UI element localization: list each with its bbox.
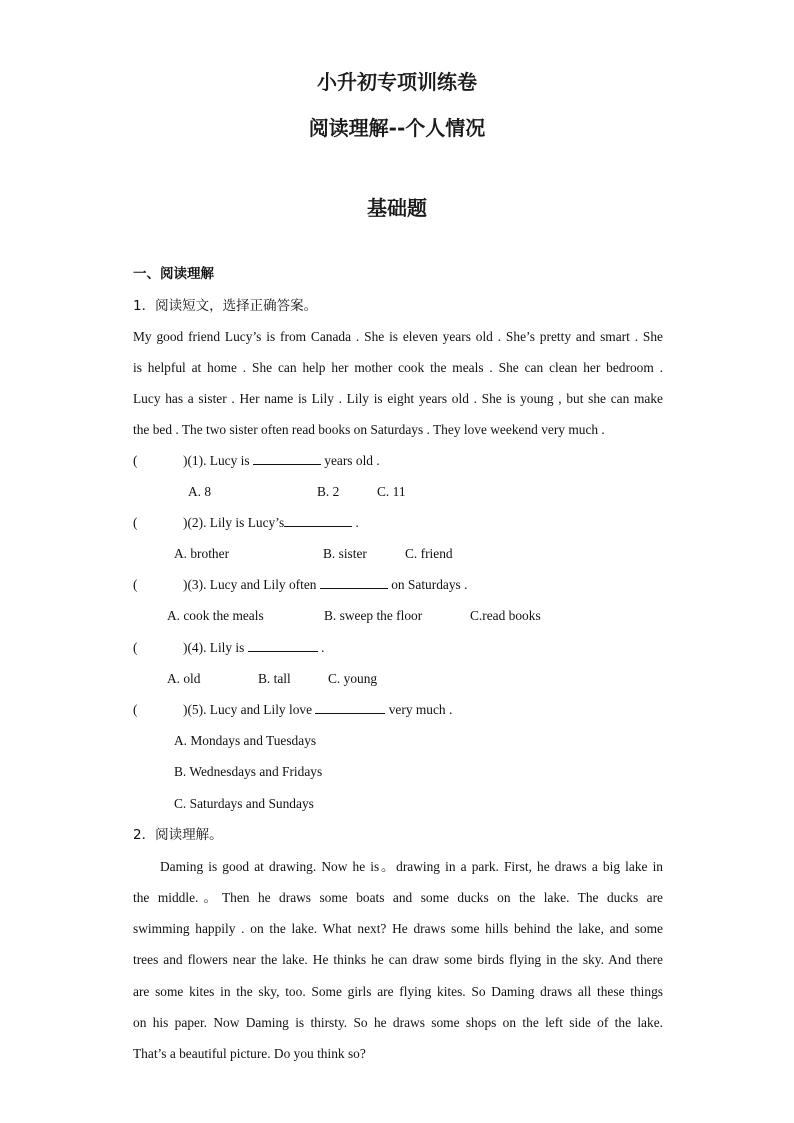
answer-paren-open: ( [133, 577, 138, 592]
answer-blank[interactable] [248, 639, 318, 652]
q2-passage-line: the middle.。Then he draws some boats and some ducks on the lake. The ducks are [133, 890, 663, 905]
q2-passage-line: swimming happily . on the lake. What next? He draws some hills behind the lake, and some [133, 921, 663, 936]
option-a[interactable]: A. old [167, 671, 201, 686]
option-a[interactable]: A. Mondays and Tuesdays [174, 733, 317, 748]
answer-blank[interactable] [284, 514, 352, 527]
document-title: 小升初专项训练卷 [317, 70, 477, 94]
item-stem: )(5). Lucy and Lily love [183, 702, 316, 717]
option-a[interactable]: A. 8 [188, 484, 212, 499]
q1-passage-line: Lucy has a sister . Her name is Lily . Lily is eight years old . She is young , but she can make [133, 391, 663, 406]
answer-paren-open: ( [133, 640, 138, 655]
item-stem-end: very much . [385, 702, 453, 717]
option-c[interactable]: C. Saturdays and Sundays [174, 796, 314, 811]
question-1-prompt: 1．阅读短文，选择正确答案。 [133, 298, 318, 314]
q1-passage-line: the bed . The two sister often read books on Saturdays . They love weekend very much . [133, 422, 605, 437]
option-a[interactable]: A. brother [174, 546, 230, 561]
q2-passage-line: That’s a beautiful picture. Do you think so? [133, 1046, 366, 1061]
q1-item-2 [133, 514, 663, 532]
item-stem-end: . [317, 640, 325, 655]
q1-item-1 [133, 452, 663, 470]
option-c[interactable]: C.read books [470, 608, 541, 623]
item-stem: )(1). Lucy is [183, 453, 253, 468]
option-b[interactable]: B. sweep the floor [324, 608, 423, 623]
option-c[interactable]: C. friend [405, 546, 453, 561]
q1-item-3 [133, 576, 663, 594]
question-2-prompt: 2．阅读理解。 [133, 827, 223, 843]
item-stem-end: years old . [320, 453, 380, 468]
item-stem: )(4). Lily is [183, 640, 248, 655]
item-stem-end: on Saturdays . [387, 577, 468, 592]
answer-paren-open: ( [133, 453, 138, 468]
q2-passage-line: are some kites in the sky, too. Some girls are flying kites. So Daming draws all these things [133, 984, 663, 999]
item-stem: )(3). Lucy and Lily often [183, 577, 320, 592]
item-stem: )(2). Lily is Lucy’s [183, 515, 285, 530]
item-stem-end: . [352, 515, 359, 530]
q2-passage-line: trees and flowers near the lake. He thinks he can draw some birds flying in the sky. And there [133, 952, 663, 967]
q1-passage-line: My good friend Lucy’s is from Canada . She is eleven years old . She’s pretty and smart . She [133, 329, 663, 344]
option-a[interactable]: A. cook the meals [167, 608, 264, 623]
option-b[interactable]: B. 2 [317, 484, 340, 499]
q2-passage-line: on his paper. Now Daming is thirsty. So he draws some shops on the left side of the lake. [133, 1015, 663, 1030]
option-c[interactable]: C. 11 [377, 484, 406, 499]
answer-paren-open: ( [133, 515, 138, 530]
option-c[interactable]: C. young [328, 671, 378, 686]
answer-blank[interactable] [253, 452, 321, 465]
answer-paren-open: ( [133, 702, 138, 717]
q1-item-5 [133, 701, 663, 719]
q1-passage-line: is helpful at home . She can help her mother cook the meals . She can clean her bedroom . [133, 360, 663, 375]
difficulty-level: 基础题 [367, 196, 427, 220]
section-heading: 一、阅读理解 [133, 266, 214, 282]
q1-item-4 [133, 639, 663, 657]
q2-passage-line: Daming is good at drawing. Now he is。drawing in a park. First, he draws a big lake in [160, 859, 663, 874]
option-b[interactable]: B. sister [323, 546, 367, 561]
answer-blank[interactable] [320, 576, 388, 589]
option-b[interactable]: B. tall [258, 671, 291, 686]
document-subtitle: 阅读理解--个人情况 [308, 116, 486, 140]
answer-blank[interactable] [315, 701, 385, 714]
option-b[interactable]: B. Wednesdays and Fridays [174, 764, 323, 779]
